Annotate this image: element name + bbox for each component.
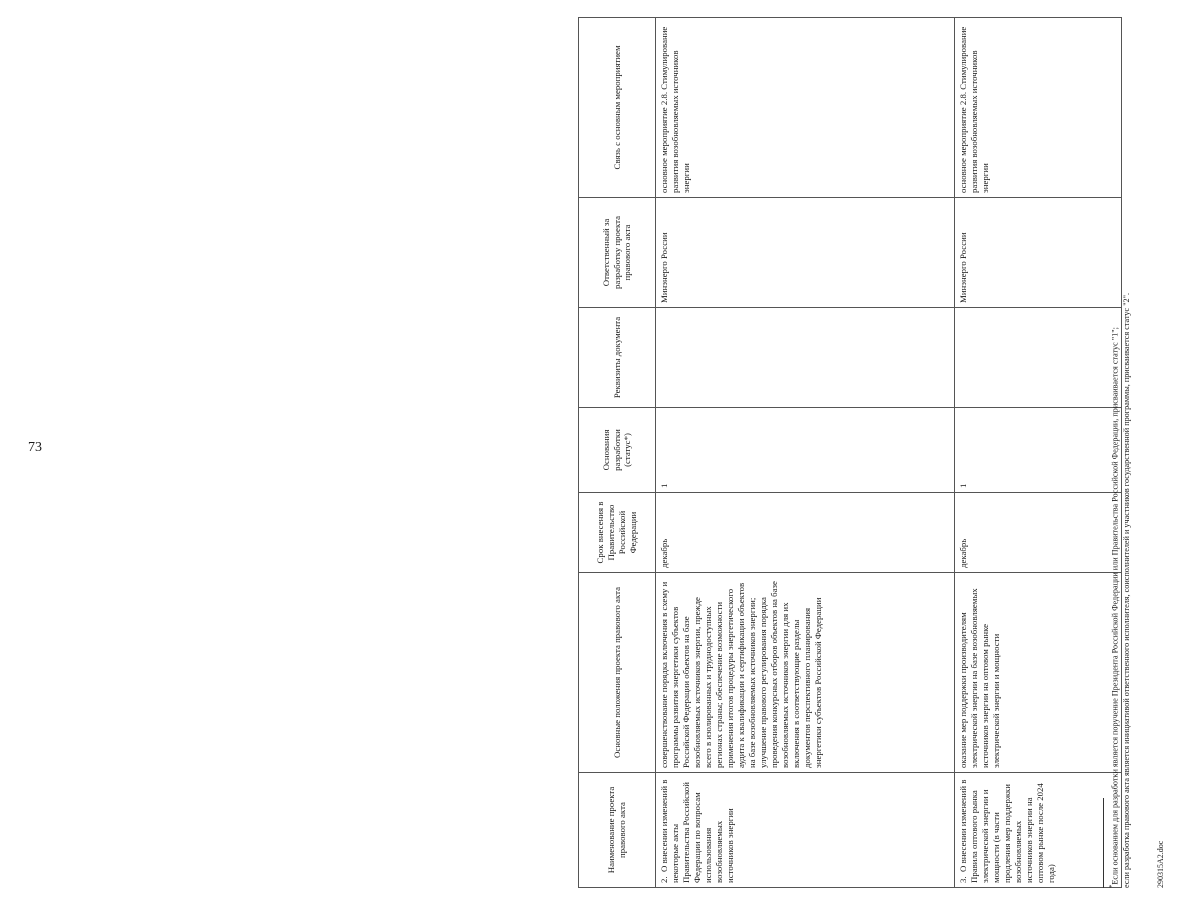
deadline-cell: декабрь — [955, 493, 1122, 573]
link-cell: основное мероприятие 2.8. Стимулирование развития возобновляемых источников энергии — [656, 18, 955, 198]
header-name: Наименование проекта правового акта — [579, 773, 656, 888]
responsible-cell: Минэнерго России — [955, 198, 1122, 308]
requisites-cell — [955, 308, 1122, 408]
responsible-cell: Минэнерго России — [656, 198, 955, 308]
footnote-line-2: если разработка правового акта является инициативой ответственного исполнителя, соисполнителей и участников государственной программы, присваивается статус "2". — [1121, 292, 1131, 888]
header-responsible: Ответственный за разработку проекта правового акта — [579, 198, 656, 308]
header-provisions: Основные положения проекта правового акта — [579, 573, 656, 773]
basis-cell: 1 — [656, 408, 955, 493]
provisions-cell: совершенствование порядка включения в схему и программы развития энергетики субъектов Российской Федерации объектов на базе возобновляемых источников энергии, прежде всего в изолированных и труднодоступных регионах страны; обеспечение возможности применения итогов процедуры энергетического аудита к квалификации и сертификации объектов на базе возобновляемых источников энергии; улучшение правового регулирования порядка проведения конкурсных отборов объектов на базе возобновляемых источников энергии для их включения в соответствующие разделы документов перспективного планирования энергетики субъектов Российской Федерации — [656, 573, 955, 773]
deadline-cell: декабрь — [656, 493, 955, 573]
act-name: О внесении изменений в Правила оптового рынка электрической энергии и мощности (в части продления мер поддержки возобновляемых источников энергии на оптовом рынке после 2024 года) — [958, 779, 1056, 883]
footnote-line-1: *Если основанием для разработки является поручение Президента Российской Федерации или Правительства Российской Федерации, присваивается статус "1"; — [1109, 327, 1120, 888]
footnote — [1108, 18, 1132, 888]
act-name: О внесении изменений в некоторые акты Правительства Российской Федерации по вопросам использования возобновляемых источников энергии — [659, 779, 735, 883]
table-header-row — [579, 18, 656, 888]
row-name-cell — [656, 773, 955, 888]
row-name-cell — [955, 773, 1122, 888]
rotated-page-content — [578, 18, 1178, 888]
basis-cell: 1 — [955, 408, 1122, 493]
legal-acts-table — [578, 17, 1122, 888]
header-requisites: Реквизиты документа — [579, 308, 656, 408]
row-number: 3. — [958, 876, 968, 883]
row-number: 2. — [659, 876, 669, 883]
requisites-cell — [656, 308, 955, 408]
footnote-rule — [1103, 798, 1104, 888]
header-deadline: Срок внесения в Правительство Российской Федерации — [579, 493, 656, 573]
header-link: Связь с основным мероприятием — [579, 18, 656, 198]
page-number: 73 — [28, 440, 42, 455]
table-row — [656, 18, 955, 888]
provisions-cell: оказание мер поддержки производителям электрической энергии на базе возобновляемых источников энергии на оптовом рынке электрической энергии и мощности — [955, 573, 1122, 773]
footnote-marker: * — [1109, 884, 1116, 888]
header-basis: Основания разработки (статус*) — [579, 408, 656, 493]
link-cell: основное мероприятие 2.8. Стимулирование развития возобновляемых источников энергии — [955, 18, 1122, 198]
table-row — [955, 18, 1122, 888]
file-code: 290315A2.doc — [1156, 840, 1165, 888]
